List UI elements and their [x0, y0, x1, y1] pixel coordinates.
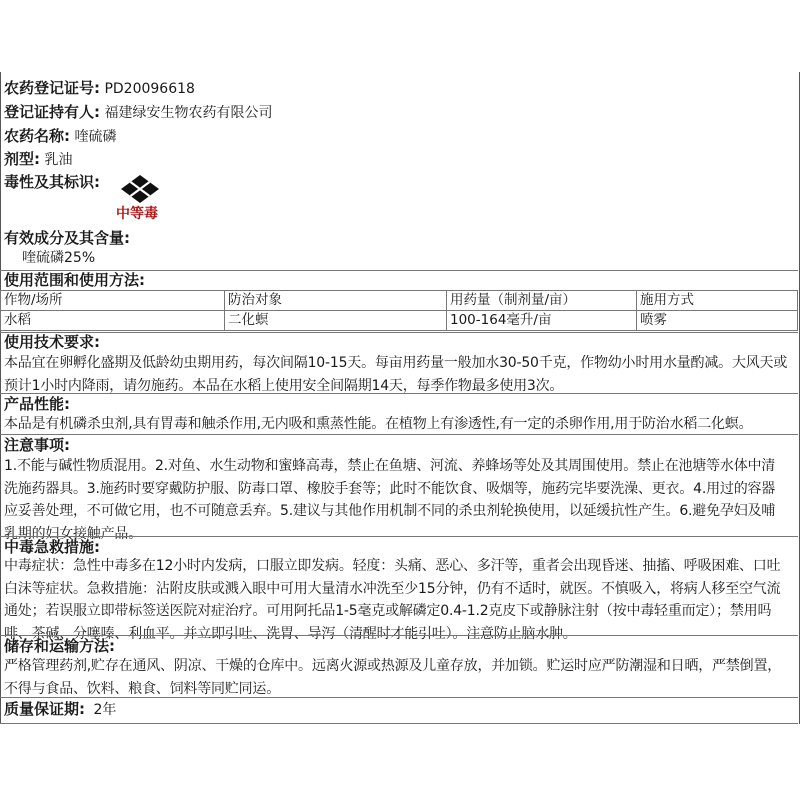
toxicity-level: 中等毒 — [116, 206, 158, 222]
formulation-label: 剂型: — [4, 150, 40, 168]
text-line: 啡、茶碱、分噻嗪、利血平。并立即引吐、洗胃、导泻（清醒时才能引吐）。注意防止脑水肿。 — [4, 625, 577, 642]
text-line: 本品宜在卵孵化盛期及低龄幼虫期用药，每次间隔10-15天。每亩用药量一般加水30-50千克，作物幼小时用水量酌减。大风天或 — [4, 355, 788, 371]
notes-paragraph — [4, 455, 794, 545]
registration-number-value: PD20096618 — [104, 81, 195, 97]
usage-table — [0, 290, 798, 331]
storage-paragraph — [4, 655, 794, 700]
tech-paragraph — [4, 352, 794, 397]
text-line: 应妥善处理，不可做它用，也不可随意丢弃。5.建议与其他作用机制不同的杀虫剂轮换使用，以延缓抗性产生。6.避免孕妇及哺 — [4, 503, 776, 519]
tech-heading: 使用技术要求: — [4, 333, 100, 351]
notes-heading: 注意事项: — [4, 436, 70, 454]
formulation-value: 乳油 — [44, 152, 73, 168]
table-cell: 水稻 — [1, 311, 225, 331]
shelf-life-value: 2年 — [93, 702, 117, 718]
text-line: 乳期的妇女接触产品。 — [4, 525, 142, 542]
ingredient-value: 喹硫磷25% — [22, 250, 96, 266]
table-header-cell: 防治对象 — [225, 291, 447, 311]
text-line: 中毒症状：急性中毒多在12小时内发病，口服立即发病。轻度：头痛、恶心、多汗等，重者会出现昏迷、抽搐、呼吸困难、口吐 — [4, 558, 781, 574]
table-header-cell: 用药量（制剂量/亩） — [447, 291, 637, 311]
divider — [0, 723, 798, 724]
table-header-cell: 作物/场所 — [1, 291, 225, 311]
pesticide-name-label: 农药名称: — [4, 127, 70, 145]
holder-label: 登记证持有人: — [4, 103, 100, 121]
shelf-life-label: 质量保证期: — [4, 700, 85, 718]
pesticide-name-value: 喹硫磷 — [74, 129, 117, 145]
text-line: 严格管理药剂,贮存在通风、阴凉、干燥的仓库中。远离火源或热源及儿童存放，并加锁。贮运时应严防潮湿和日晒，严禁倒置， — [4, 658, 782, 674]
registration-number-row — [4, 77, 195, 100]
ingredient-label: 有效成分及其含量: — [4, 229, 130, 247]
firstaid-paragraph — [4, 555, 794, 645]
storage-heading: 储存和运输方法: — [4, 637, 115, 655]
table-cell: 二化螟 — [225, 311, 447, 331]
table-cell: 喷雾 — [637, 311, 798, 331]
table-cell: 100-164毫升/亩 — [447, 311, 637, 331]
text-line: 预计1小时内降雨，请勿施药。本品在水稻上使用安全间隔期14天，每季作物最多使用3次。 — [4, 377, 564, 394]
text-line: 洗施药器具。3.施药时要穿戴防护服、防毒口罩、橡胶手套等；此时不能饮食、吸烟等，施药完毕要洗澡、更衣。4.用过的容器 — [4, 480, 776, 497]
holder-value: 福建绿安生物农药有限公司 — [104, 105, 273, 121]
registration-number-label: 农药登记证号: — [4, 79, 100, 97]
text-line: 通处；若误服立即带标签送医院对症治疗。可用阿托品1-5毫克或解磷定0.4-1.2克皮下或静脉注射（按中毒轻重而定）；禁用吗 — [4, 603, 772, 619]
text-line: 1.不能与碱性物质混用。2.对鱼、水生动物和蜜蜂高毒，禁止在鱼塘、河流、养蜂场等处及其周围使用。禁止在池塘等水体中清 — [4, 458, 776, 474]
text-line: 白沫等症状。急救措施：沾附皮肤或溅入眼中可用大量清水冲洗至少15分钟，仍有不适时，就医。不慎吸入，将病人移至空气流 — [4, 580, 781, 597]
divider — [0, 697, 798, 698]
usage-heading: 使用范围和使用方法: — [4, 271, 145, 289]
firstaid-heading: 中毒急救措施: — [4, 538, 100, 556]
performance-heading: 产品性能: — [4, 395, 70, 413]
performance-paragraph — [4, 413, 794, 436]
shelf-life-row — [0, 698, 116, 721]
toxicity-row — [4, 171, 100, 194]
table-header-cell: 施用方式 — [637, 291, 798, 311]
holder-row — [4, 101, 272, 124]
toxicity-label: 毒性及其标识: — [4, 173, 100, 191]
text-line: 本品是有机磷杀虫剂,具有胃毒和触杀作用,无内吸和熏蒸性能。在植物上有渗透性,有一定的杀卵作用,用于防治水稻二化螟。 — [4, 416, 753, 432]
formulation-row — [4, 148, 72, 171]
table-row — [1, 311, 798, 331]
text-line: 不得与食品、饮料、粮食、饲料等同贮同运。 — [4, 680, 280, 697]
table-header-row — [1, 291, 798, 311]
pesticide-name-row — [4, 125, 116, 148]
